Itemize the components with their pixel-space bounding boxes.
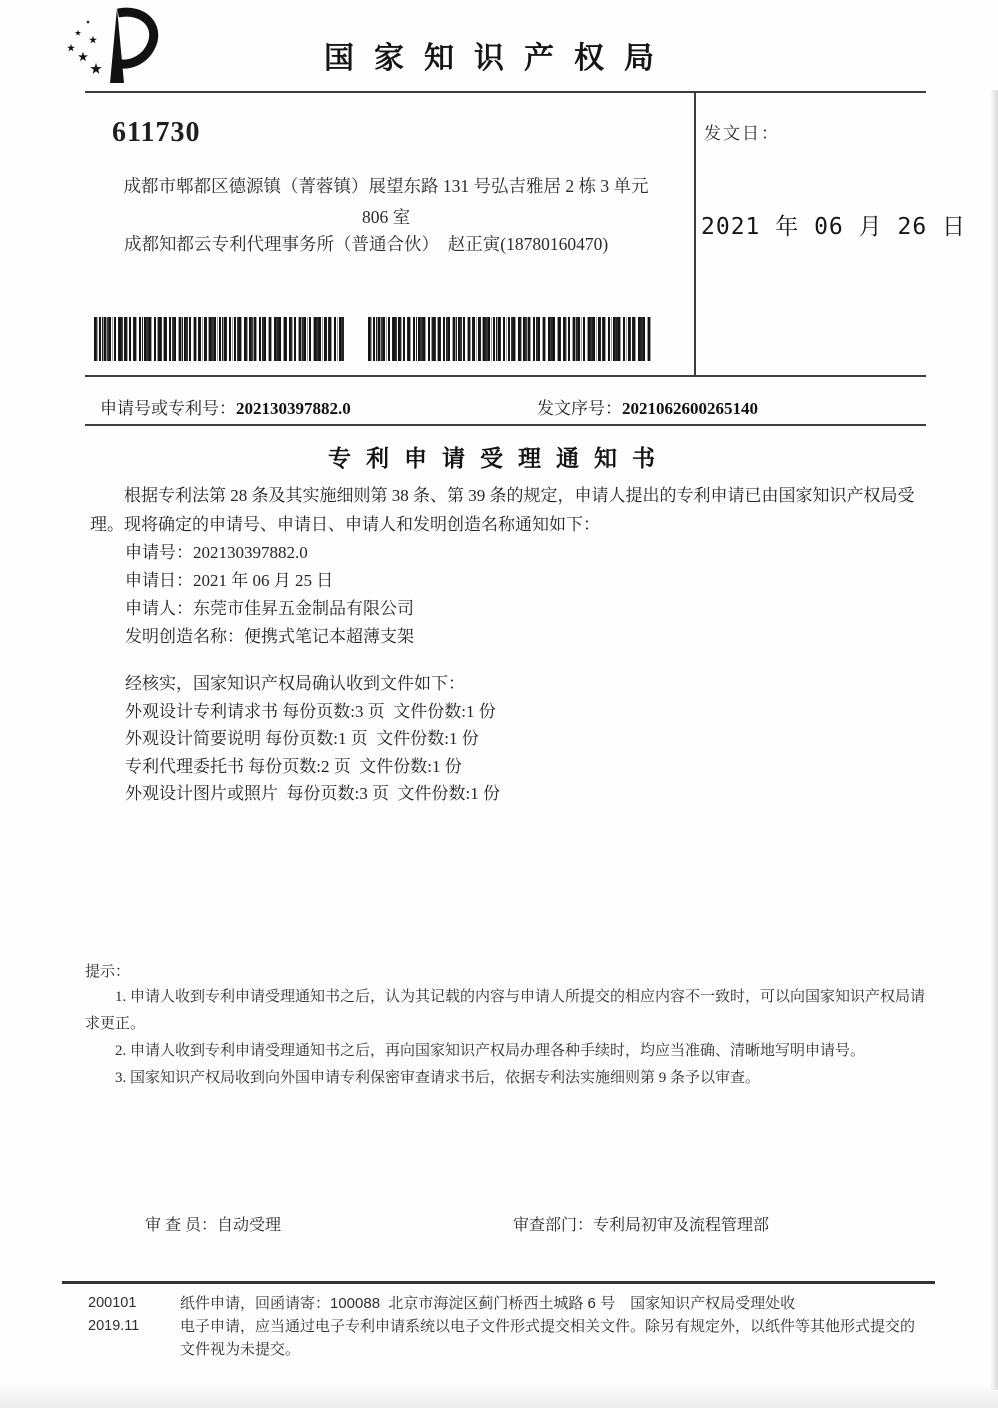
examiner-value: 自动受理: [217, 1217, 282, 1234]
examiner-field: [145, 1212, 281, 1235]
department-value: 专利局初审及流程管理部: [593, 1217, 770, 1234]
footer-paper-line: 纸件申请，回函请寄：100088 北京市海淀区蓟门桥西土城路 6 号 国家知识产权局受理处收: [180, 1295, 796, 1312]
form-version: 2019.11: [88, 1318, 140, 1334]
header-divider: [85, 91, 926, 93]
scan-edge-artifact: [990, 90, 998, 1390]
received-documents: [125, 670, 500, 808]
detail-label: 申请号：: [125, 543, 193, 562]
address-line-1: 成都市郫都区德源镇（菁蓉镇）展望东路 131 号弘吉雅居 2 栋 3 单元: [123, 176, 649, 196]
tip-item-2: 2. 申请人收到专利申请受理通知书之后，再向国家知识产权局办理各种手续时，均应当准确、清晰地写明申请号。: [115, 1043, 866, 1059]
reference-row-top-divider: [85, 375, 926, 377]
issue-date-value: 2021 年 06 月 26 日: [701, 214, 967, 240]
department-label: 审查部门：: [513, 1217, 594, 1234]
serial-number-field: [537, 394, 758, 419]
detail-applicant: [125, 595, 414, 623]
department-field: [513, 1212, 769, 1235]
footer-instructions: [180, 1292, 928, 1361]
tip-item-1: 1. 申请人收到专利申请受理通知书之后，认为其记载的内容与申请人所提交的相应内容不一致时，可以向国家知识产权局请求更正。: [85, 989, 926, 1032]
application-details: [125, 539, 414, 651]
scan-bottom-artifact: [0, 1382, 998, 1408]
serial-number-value: 2021062600265140: [622, 399, 758, 418]
issue-date-label: 发文日：: [704, 124, 780, 143]
notice-title: 专利申请受理通知书: [328, 446, 670, 471]
mailing-address: [100, 171, 672, 233]
footer-form-codes: [88, 1292, 139, 1338]
address-line-2: 806 室: [361, 207, 411, 227]
detail-value: 202130397882.0: [193, 543, 308, 562]
detail-value: 2021 年 06 月 25 日: [193, 571, 334, 590]
detail-value: 东莞市佳昇五金制品有限公司: [193, 599, 414, 618]
examiner-label: 审 查 员：: [145, 1217, 218, 1234]
serial-barcode: [368, 317, 653, 361]
received-file-row: 外观设计图片或照片 每份页数:3 页 文件份数:1 份: [125, 784, 500, 803]
detail-application-number: [125, 539, 414, 567]
received-intro: 经核实，国家知识产权局确认收到文件如下：: [125, 674, 465, 693]
detail-label: 发明创造名称：: [125, 627, 244, 646]
issue-box-divider: [694, 91, 696, 377]
detail-value: 便携式笔记本超薄支架: [244, 627, 414, 646]
reference-row-bottom-divider: [85, 424, 926, 426]
postal-code: 611730: [112, 117, 201, 148]
agent-line: 成都知都云专利代理事务所（普通合伙） 赵正寅(18780160470): [124, 234, 609, 254]
application-barcode: [94, 317, 344, 361]
form-code: 200101: [88, 1295, 137, 1311]
tips-label: 提示：: [85, 964, 131, 980]
footer-divider: [62, 1281, 935, 1284]
detail-invention-title: [125, 623, 414, 651]
detail-label: 申请人：: [125, 599, 193, 618]
notice-intro-paragraph: 根据专利法第 28 条及其实施细则第 38 条、第 39 条的规定，申请人提出的专利申请已由国家知识产权局受理。现将确定的申请号、申请日、申请人和发明创造名称通知如下：: [90, 486, 915, 534]
application-number-value: 202130397882.0: [236, 399, 351, 418]
application-number-label: 申请号或专利号：: [100, 399, 236, 418]
received-file-row: 外观设计简要说明 每份页数:1 页 文件份数:1 份: [125, 729, 479, 748]
tip-item-3: 3. 国家知识产权局收到向外国申请专利保密审查请求书后，依据专利法实施细则第 9 条予以审查。: [115, 1070, 761, 1086]
serial-number-label: 发文序号：: [537, 399, 622, 418]
detail-filing-date: [125, 567, 414, 595]
detail-label: 申请日：: [125, 571, 193, 590]
footer-electronic-line: 电子申请，应当通过电子专利申请系统以电子文件形式提交相关文件。除另有规定外，以纸件等其他形式提交的文件视为未提交。: [180, 1318, 916, 1358]
application-number-field: [100, 394, 351, 419]
agency-title: 国家知识产权局: [324, 42, 674, 75]
received-file-row: 专利代理委托书 每份页数:2 页 文件份数:1 份: [125, 756, 462, 776]
received-file-row: 外观设计专利请求书 每份页数:3 页 文件份数:1 份: [125, 701, 496, 721]
tips-list: [85, 984, 935, 1092]
